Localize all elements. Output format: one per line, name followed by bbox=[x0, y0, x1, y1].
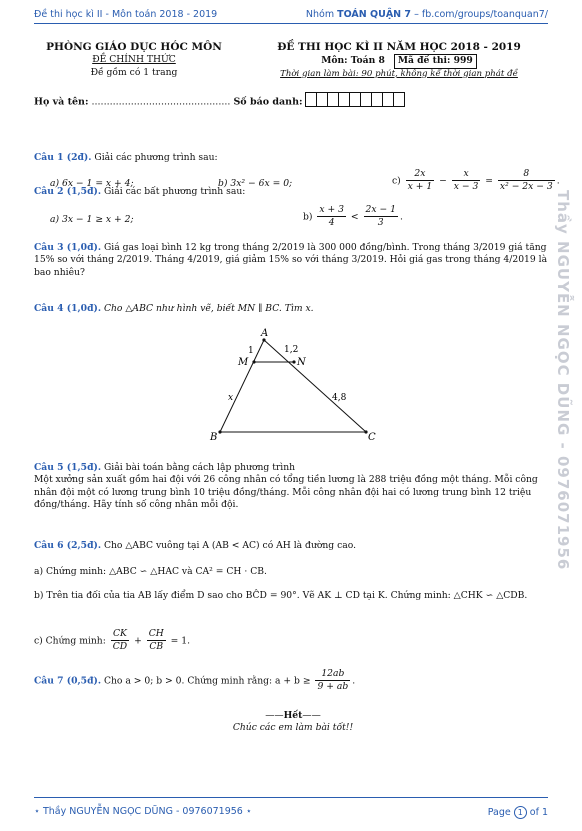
page-footer bbox=[34, 797, 548, 818]
student-info-line bbox=[34, 92, 548, 112]
header-right bbox=[250, 40, 548, 80]
question-6 bbox=[34, 540, 552, 552]
question-3-text: Giá gas loại bình 12 kg trong tháng 2/2019 là 300 000 đồng/bình. Trong tháng 3/2019 giá tăng 15% so với tháng 2/2019. Tháng 4/2019, giá giảm 15% so với tháng 3/2019. Hỏi giá gas trong tháng 4/2019 là bao nhiêu? bbox=[34, 242, 548, 278]
footer-author: ⋆ Thầy NGUYỄN NGỌC DŨNG - 0976071956 ⋆ bbox=[34, 806, 252, 817]
question-1-text: Giải các phương trình sau: bbox=[94, 152, 218, 163]
question-7-title: Câu 7 (0,5đ). bbox=[34, 675, 102, 687]
triangle-figure bbox=[190, 322, 390, 452]
question-2-title: Câu 2 (1,5đ). bbox=[34, 186, 102, 197]
question-1 bbox=[34, 152, 552, 164]
sbd-boxes[interactable] bbox=[306, 92, 405, 112]
name-dots[interactable]: .............................................. bbox=[91, 96, 231, 108]
label-c: C bbox=[368, 432, 376, 443]
question-2-text: Giải các bất phương trình sau: bbox=[103, 186, 246, 197]
length-am: 1 bbox=[248, 346, 254, 356]
question-2 bbox=[34, 186, 552, 198]
top-header-group bbox=[306, 9, 548, 22]
question-5-body: Một xưởng sản xuất gồm hai đội với 26 công nhân có tổng tiền lương là 288 triệu đồng một tháng. Mỗi công nhân đội một có lương trung bình 10 triệu đồng/tháng. Mỗi công nhân đội hai có lương trung bình 12 triệu đồng/tháng. Hãy tính số công nhân mỗi đội. bbox=[34, 474, 538, 511]
top-header-bar bbox=[34, 9, 548, 24]
page-count: Đề gồm có 1 trang bbox=[90, 66, 178, 78]
sbd-label: Số báo danh: bbox=[233, 96, 303, 108]
point-m bbox=[252, 360, 255, 363]
label-b: B bbox=[210, 432, 218, 443]
question-3-title: Câu 3 (1,0đ). bbox=[34, 242, 102, 253]
top-header-title: Đề thi học kì II - Môn toán 2018 - 2019 bbox=[34, 9, 218, 20]
closing-wish: Chúc các em làm bài tốt!! bbox=[232, 722, 354, 734]
question-6-text: Cho △ABC vuông tại A (AB < AC) có AH là đường cao. bbox=[103, 540, 357, 551]
question-1-title: Câu 1 (2đ). bbox=[34, 152, 92, 163]
question-5-text: Giải bài toán bằng cách lập phương trình bbox=[103, 462, 296, 473]
question-5-title: Câu 5 (1,5đ). bbox=[34, 462, 102, 473]
length-nc: 4,8 bbox=[332, 393, 347, 403]
q6-part-c: c) Chứng minh: $\frac{CK}{CD}$ + $\frac{CH}{CB}$ = 1. bbox=[34, 628, 191, 653]
label-n: N bbox=[297, 357, 306, 368]
end-block bbox=[34, 710, 552, 735]
header-left bbox=[34, 40, 234, 79]
group-name: TOÁN QUẬN 7 bbox=[337, 9, 412, 20]
exam-code-box: Mã đề thi: 999 bbox=[394, 54, 477, 68]
q2-part-a: a) 3x − 1 ≥ x + 2; bbox=[50, 214, 134, 225]
question-4-title: Câu 4 (1,0đ). bbox=[34, 303, 102, 314]
question-6-title: Câu 6 (2,5đ). bbox=[34, 540, 102, 551]
time-note: Thời gian làm bài: 90 phút, không kể thời gian phát đề bbox=[280, 68, 518, 79]
exam-title: ĐỀ THI HỌC KÌ II NĂM HỌC 2018 - 2019 bbox=[277, 41, 521, 53]
vertical-watermark bbox=[548, 190, 578, 630]
point-n bbox=[292, 360, 295, 363]
length-mb: x bbox=[228, 393, 234, 403]
question-4 bbox=[34, 303, 552, 315]
question-5 bbox=[34, 462, 548, 512]
point-b bbox=[218, 430, 221, 433]
group-prefix: Nhóm bbox=[305, 9, 335, 20]
department-name: PHÒNG GIÁO DỤC HÓC MÔN bbox=[46, 41, 222, 53]
footer-page: Page 1 of 1 bbox=[487, 807, 548, 818]
official-label: ĐỀ CHÍNH THỨC bbox=[92, 54, 176, 66]
question-7-text: Cho a > 0; b > 0. Chứng minh rằng: a + b ≥ bbox=[103, 675, 311, 687]
name-label: Họ và tên: bbox=[34, 96, 89, 108]
question-4-text: Cho △ABC như hình vẽ, biết MN ∥ BC. Tìm x. bbox=[103, 303, 314, 314]
q1-part-b: b) 3x² − 6x = 0; bbox=[218, 178, 293, 189]
q2-part-b: b) $\frac{x + 3}{4}$ < $\frac{2x - 1}{3}$ . bbox=[303, 204, 403, 229]
question-7: Câu 7 (0,5đ). Cho a > 0; b > 0. Chứng minh rằng: a + b ≥ $\frac{12ab}{9 + ab}$ . bbox=[34, 668, 356, 693]
label-a: A bbox=[261, 328, 269, 339]
label-m: M bbox=[238, 357, 249, 368]
q6-part-b: b) Trên tia đối của tia AB lấy điểm D sao cho BĈD = 90°. Vẽ AK ⊥ CD tại K. Chứng minh: △CHK ∽ △CDB. bbox=[34, 590, 528, 601]
end-marker: ——Hết—— bbox=[265, 710, 321, 721]
watermark-text: Thầy NGUYỄN NGỌC DŨNG - 0976071956 bbox=[554, 190, 573, 571]
side-ac bbox=[264, 340, 366, 432]
page-number-circle: 1 bbox=[514, 806, 527, 819]
q1-part-c: c) $\frac{2x}{x + 1}$ − $\frac{x}{x - 3}$ = $\frac{8}{\text{x² − 2x − 3}}$ . bbox=[392, 168, 560, 193]
side-ab bbox=[220, 340, 264, 432]
q6-part-a: a) Chứng minh: △ABC ∽ △HAC và CA² = CH · CB. bbox=[34, 566, 267, 577]
group-link[interactable]: – fb.com/groups/toanquan7/ bbox=[414, 9, 548, 20]
q1-part-a: a) 6x − 1 = x + 4; bbox=[50, 178, 134, 189]
question-3 bbox=[34, 242, 548, 279]
length-an: 1,2 bbox=[284, 345, 299, 355]
subject-label: Môn: Toán 8 bbox=[321, 55, 385, 67]
